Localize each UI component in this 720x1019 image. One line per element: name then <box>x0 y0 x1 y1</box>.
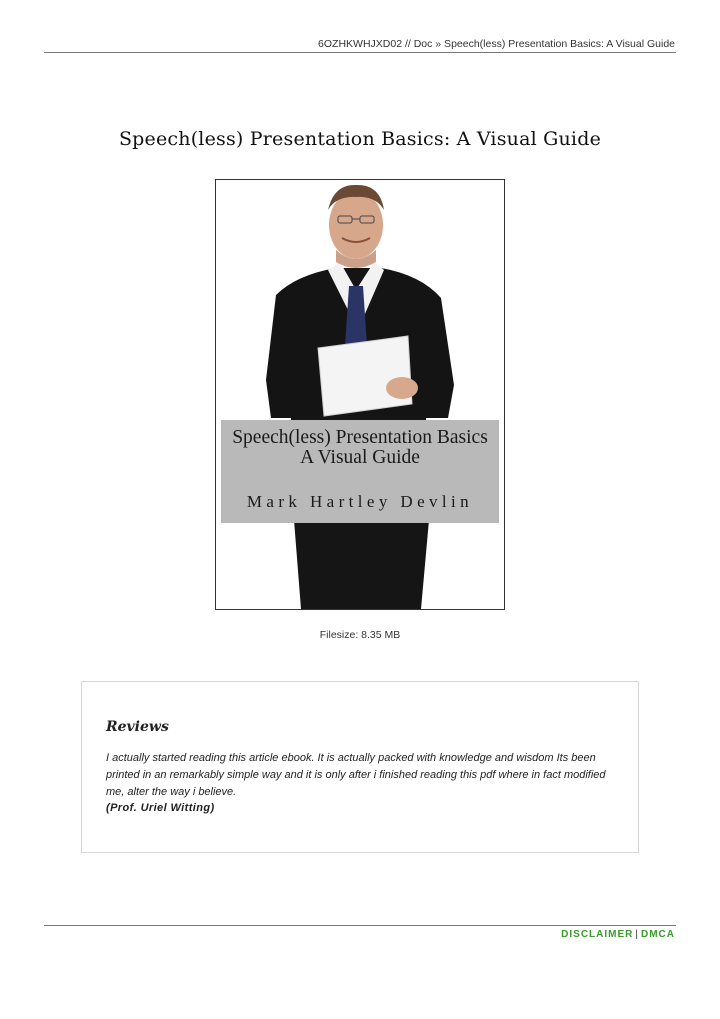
cover-title-line-1: Speech(less) Presentation Basics <box>232 427 488 448</box>
cover-title <box>221 428 499 468</box>
reviews-heading: Reviews <box>106 719 169 735</box>
book-cover <box>215 179 505 610</box>
footer-separator: | <box>635 929 639 940</box>
cover-photo <box>216 180 504 609</box>
disclaimer-link[interactable]: DISCLAIMER <box>561 929 634 940</box>
review-author: (Prof. Uriel Witting) <box>106 802 215 814</box>
page-title: Speech(less) Presentation Basics: A Visual Guide <box>118 128 602 150</box>
review-text: I actually started reading this article ebook. It is actually packed with knowledge and wisdom Its been printed in an remarkably simple way and it is only after i finished reading this pdf where in fact modified me, alter the way i believe. <box>106 752 606 798</box>
reviews-panel <box>81 681 639 853</box>
cover-author: Mark Hartley Devlin <box>246 492 474 511</box>
filesize-label: Filesize: 8.35 MB <box>319 629 401 641</box>
top-divider <box>44 52 676 53</box>
bottom-divider <box>44 925 676 926</box>
breadcrumb: 6OZHKWHJXD02 // Doc » Speech(less) Presentation Basics: A Visual Guide <box>318 38 675 50</box>
cover-title-band <box>221 420 499 523</box>
cover-title-line-2: A Visual Guide <box>300 447 420 468</box>
footer-links <box>561 929 675 940</box>
dmca-link[interactable]: DMCA <box>641 929 675 940</box>
